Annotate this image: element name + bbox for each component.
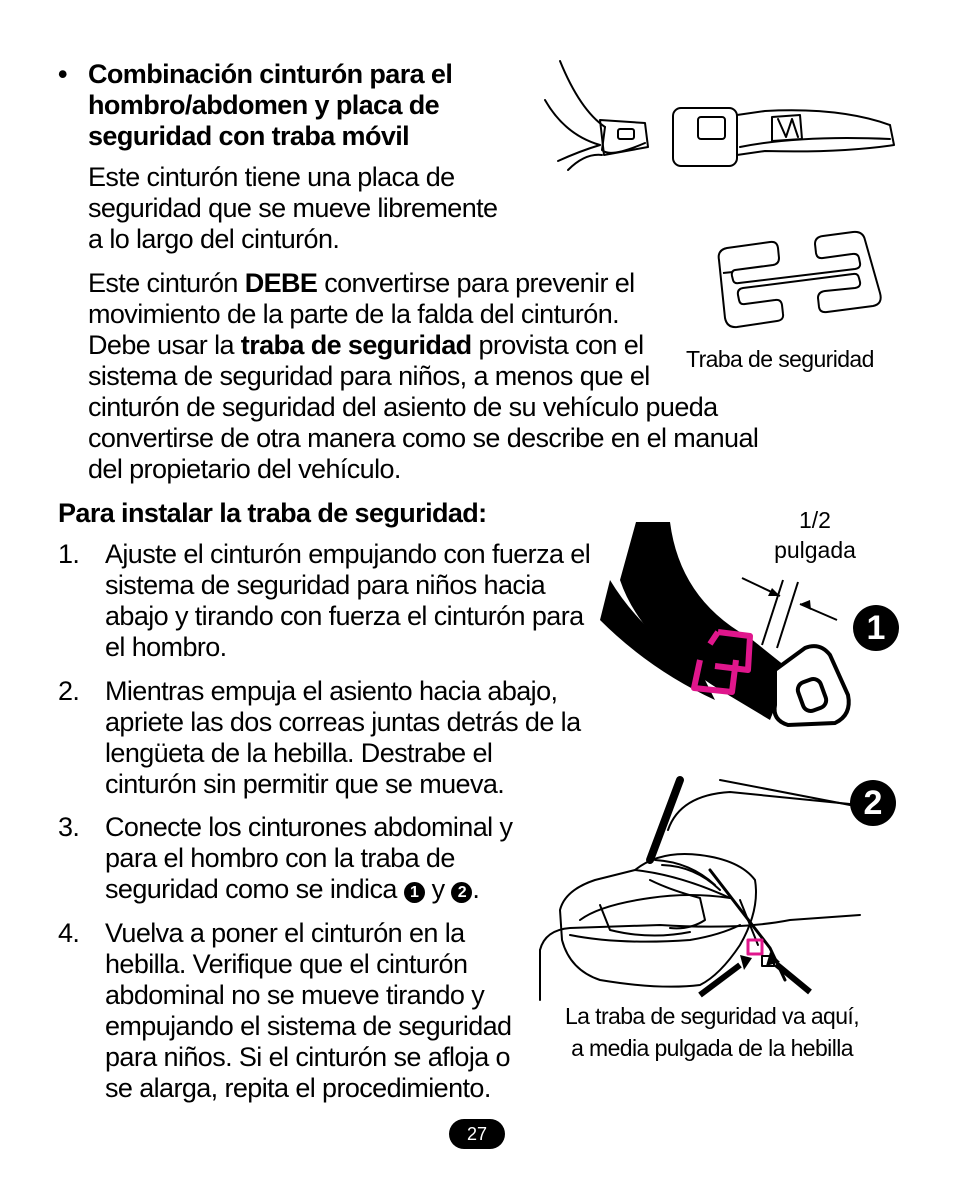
heading-line: Combinación cinturón para el bbox=[88, 59, 453, 89]
figure-1-badge-icon: 1 bbox=[853, 605, 899, 651]
heading-line: hombro/abdomen y placa de bbox=[88, 90, 440, 120]
text-line: cinturón sin permitir que se mueva. bbox=[105, 769, 505, 799]
bullet: • bbox=[58, 59, 67, 89]
text-line: sistema de seguridad para niños, a menos que el bbox=[88, 361, 650, 391]
heading-line: seguridad con traba móvil bbox=[88, 121, 410, 151]
text-run: Debe usar la bbox=[88, 330, 241, 360]
text-line: lengüeta de la hebilla. Destrabe el bbox=[105, 738, 493, 768]
emphasis-locking-clip: traba de seguridad bbox=[240, 330, 472, 360]
page-number: 27 bbox=[449, 1119, 505, 1149]
text-line: a lo largo del cinturón. bbox=[88, 224, 340, 254]
step-1 bbox=[105, 539, 590, 663]
section-heading bbox=[88, 59, 452, 152]
step-number: 3. bbox=[58, 812, 80, 842]
text-line: para niños. Si el cinturón se afloja o bbox=[105, 1042, 510, 1072]
text-line: abajo y tirando con fuerza el cinturón para bbox=[105, 601, 584, 631]
locking-clip-caption: Traba de seguridad bbox=[686, 346, 874, 372]
locking-clip-illustration bbox=[715, 228, 885, 338]
paragraph-sliding-plate bbox=[88, 162, 497, 255]
step-number: 4. bbox=[58, 918, 80, 948]
text-line: Conecte los cinturones abdominal y bbox=[105, 812, 513, 842]
text-line: movimiento de la parte de la falda del cinturón. bbox=[88, 299, 620, 329]
emphasis-debe: DEBE bbox=[244, 268, 318, 298]
text-run: Este cinturón bbox=[88, 268, 245, 298]
text-line bbox=[88, 330, 758, 361]
text-line: del propietario del vehículo. bbox=[88, 454, 401, 484]
text-line: 1/2 bbox=[799, 507, 831, 533]
figure-2-infant-seat-illustration bbox=[540, 780, 880, 1010]
circled-two-icon: 2 bbox=[451, 882, 472, 903]
text-run: seguridad como se indica bbox=[105, 874, 404, 904]
text-line: a media pulgada de la hebilla bbox=[571, 1035, 853, 1061]
install-heading: Para instalar la traba de seguridad: bbox=[58, 498, 487, 528]
text-line: sistema de seguridad para niños hacia bbox=[105, 570, 546, 600]
sliding-latch-belt-illustration bbox=[540, 55, 900, 195]
text-line: convertirse de otra manera como se describe en el manual bbox=[88, 423, 759, 453]
step-4 bbox=[105, 918, 511, 1104]
step-number: 1. bbox=[58, 539, 80, 569]
figure-2-badge-icon: 2 bbox=[850, 780, 896, 826]
text-line: seguridad que se mueve libremente bbox=[88, 193, 498, 223]
text-line: Vuelva a poner el cinturón en la bbox=[105, 918, 465, 948]
text-line: Mientras empuja el asiento hacia abajo, bbox=[105, 676, 558, 706]
text-run: y bbox=[424, 874, 452, 904]
text-line: el hombro. bbox=[105, 632, 227, 662]
step-number: 2. bbox=[58, 676, 80, 706]
text-line bbox=[88, 268, 758, 299]
text-line: pulgada bbox=[774, 537, 856, 563]
text-line: La traba de seguridad va aquí, bbox=[564, 1003, 859, 1029]
step-2 bbox=[105, 676, 580, 800]
text-line bbox=[105, 874, 512, 905]
paragraph-must-convert bbox=[88, 268, 758, 485]
step-3 bbox=[105, 812, 512, 905]
circled-one-icon: 1 bbox=[404, 882, 425, 903]
figure-2-caption bbox=[544, 1000, 880, 1064]
text-line: para el hombro con la traba de bbox=[105, 843, 455, 873]
text-line: cinturón de seguridad del asiento de su vehículo pueda bbox=[88, 392, 718, 422]
text-run: . bbox=[472, 874, 480, 904]
text-run: provista con el bbox=[471, 330, 644, 360]
text-line: abdominal no se mueve tirando y bbox=[105, 980, 485, 1010]
text-line: Este cinturón tiene una placa de bbox=[88, 162, 455, 192]
text-line: hebilla. Verifique que el cinturón bbox=[105, 949, 468, 979]
text-run: convertirse para prevenir el bbox=[317, 268, 635, 298]
text-line: empujando el sistema de seguridad bbox=[105, 1011, 512, 1041]
text-line: Ajuste el cinturón empujando con fuerza el bbox=[105, 539, 591, 569]
text-line: se alarga, repita el procedimiento. bbox=[105, 1073, 491, 1103]
text-line: apriete las dos correas juntas detrás de la bbox=[105, 707, 581, 737]
